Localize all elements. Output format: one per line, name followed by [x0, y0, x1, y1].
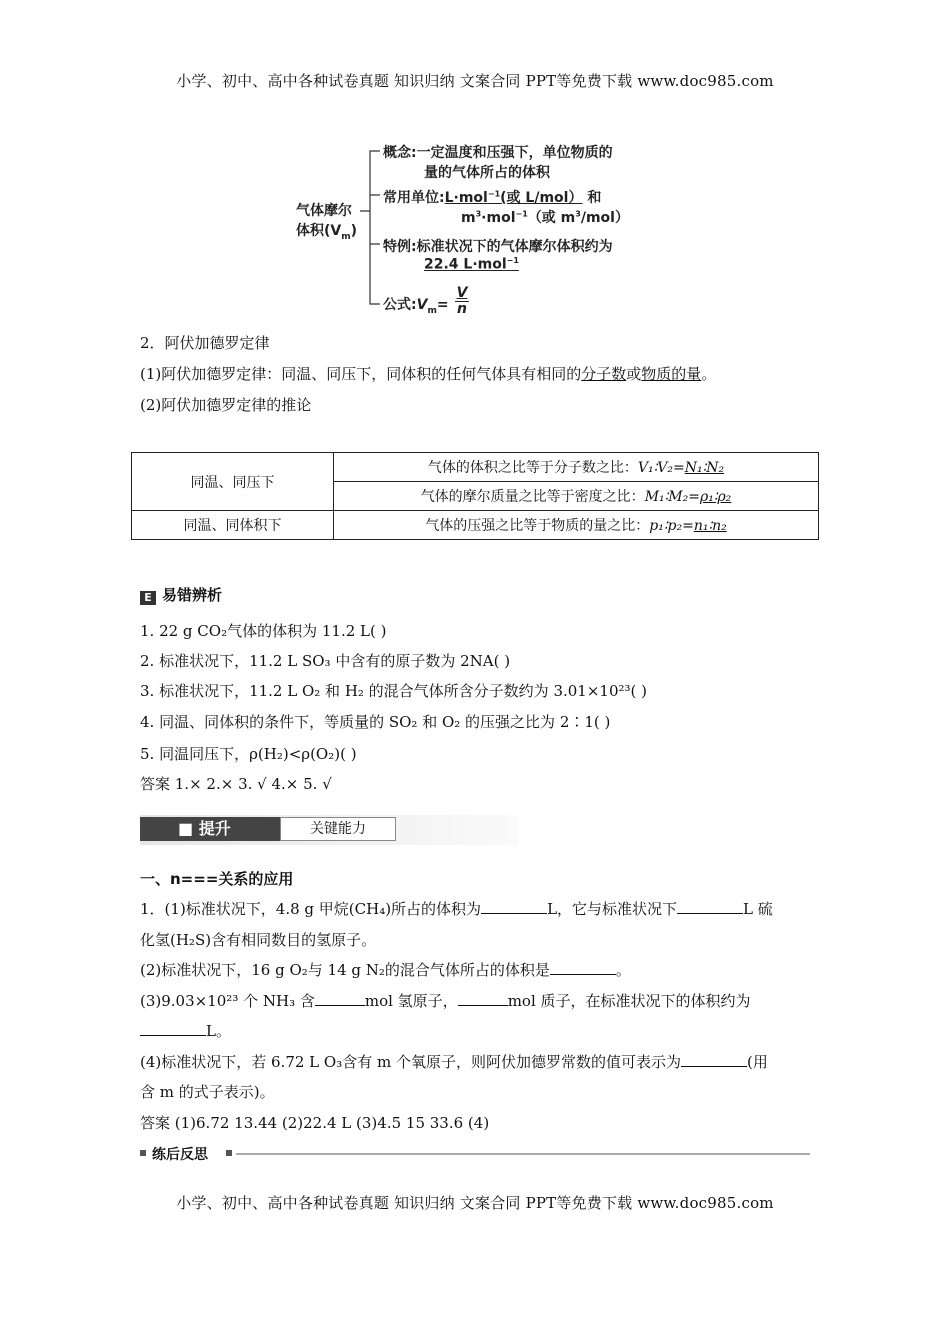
banner-left: ■ 提升: [140, 817, 280, 841]
reflect-bar: [140, 1146, 810, 1162]
law-p2: (2)阿伏加德罗定律的推论: [140, 396, 312, 414]
banner-right: 关键能力: [280, 817, 396, 841]
diagram-fraction: V n: [456, 285, 468, 317]
q1-line2: 化氢(H₂S)含有相同数目的氢原子。: [140, 931, 377, 949]
reflect-square-icon: [140, 1150, 146, 1156]
table-row3: 气体的压强之比等于物质的量之比：p₁∶p₂=n₁∶n₂: [334, 511, 819, 540]
error-item-1: 1. 22 g CO₂气体的体积为 11.2 L( ): [140, 622, 387, 640]
diagram-unit-line2: $m^3\cdot mol^{-1}$（或 $m^3/mol$）: [461, 209, 629, 226]
diagram-unit: 常用单位:L·mol$^{-1}$(或 L/mol） 和: [383, 189, 602, 206]
q4-line2: 含 m 的式子表示)。: [140, 1083, 275, 1101]
reflect-divider: [236, 1153, 810, 1155]
diagram-concept: 概念:一定温度和压强下，单位物质的: [383, 145, 613, 161]
table-row1: 气体的体积之比等于分子数之比：V₁∶V₂=N₁∶N₂: [334, 453, 819, 482]
inference-table: [131, 452, 819, 540]
q3-line2: L。: [140, 1021, 231, 1041]
section-e-icon: E: [140, 591, 156, 605]
diagram-root: 气体摩尔 体积$(V_m)$: [296, 203, 358, 242]
error-item-4: 4. 同温、同体积的条件下，等质量的 SO₂ 和 O₂ 的压强之比为 2∶1( ): [140, 713, 611, 731]
diagram-special-value: 22.4 L·mol$^{-1}$: [424, 256, 519, 273]
reflect-square-icon-2: [226, 1150, 232, 1156]
q4-line1: (4)标准状况下，若 6.72 L O₃含有 m 个氧原子，则阿伏加德罗常数的值可表示为 (用: [140, 1053, 768, 1071]
diagram-special: 特例:标准状况下的气体摩尔体积约为: [383, 239, 613, 255]
diagram-formula: 公式$:V_m=$: [383, 297, 449, 316]
section1-answer: 答案 (1)6.72 13.44 (2)22.4 L (3)4.5 15 33.6 (4): [140, 1114, 490, 1132]
law-p1: (1)阿伏加德罗定律：同温、同压下，同体积的任何气体具有相同的分子数或物质的量。: [140, 365, 717, 383]
error-item-3: 3. 标准状况下，11.2 L O₂ 和 H₂ 的混合气体所含分子数约为 3.01×10²³( ): [140, 682, 648, 700]
errors-title: E 易错辨析: [140, 585, 222, 605]
error-item-5: 5. 同温同压下，ρ(H₂)<ρ(O₂)( ): [140, 745, 357, 763]
table-cond2: 同温、同体积下: [132, 511, 334, 540]
q1-line1: 1．(1)标准状况下，4.8 g 甲烷(CH₄)所占的体积为 L，它与标准状况下 L 硫: [140, 900, 773, 918]
reflect-title: 练后反思: [152, 1147, 208, 1163]
errors-answer: 答案 1.× 2.× 3. √ 4.× 5. √: [140, 775, 332, 793]
table-row2: 气体的摩尔质量之比等于密度之比：M₁∶M₂=ρ₁∶ρ₂: [334, 482, 819, 511]
q3-line1: (3)9.03×10²³ 个 NH₃ 含 mol 氢原子， mol 质子，在标准状况下的体积约为: [140, 992, 751, 1010]
section1-title: 一、n===关系的应用: [140, 870, 294, 888]
table-cond1: 同温、同压下: [132, 453, 334, 511]
page-header: 小学、初中、高中各种试卷真题 知识归纳 文案合同 PPT等免费下载 www.doc985.com: [176, 72, 774, 90]
page-footer: 小学、初中、高中各种试卷真题 知识归纳 文案合同 PPT等免费下载 www.doc985.com: [176, 1194, 774, 1212]
q2-line: (2)标准状况下，16 g O₂与 14 g N₂的混合气体所占的体积是 。: [140, 961, 631, 979]
error-item-2: 2. 标准状况下，11.2 L SO₃ 中含有的原子数为 2NA( ): [140, 652, 511, 670]
molar-volume-diagram: [290, 140, 670, 320]
diagram-concept-line2: 量的气体所占的体积: [424, 165, 550, 181]
law-heading: 2．阿伏加德罗定律: [140, 334, 270, 352]
